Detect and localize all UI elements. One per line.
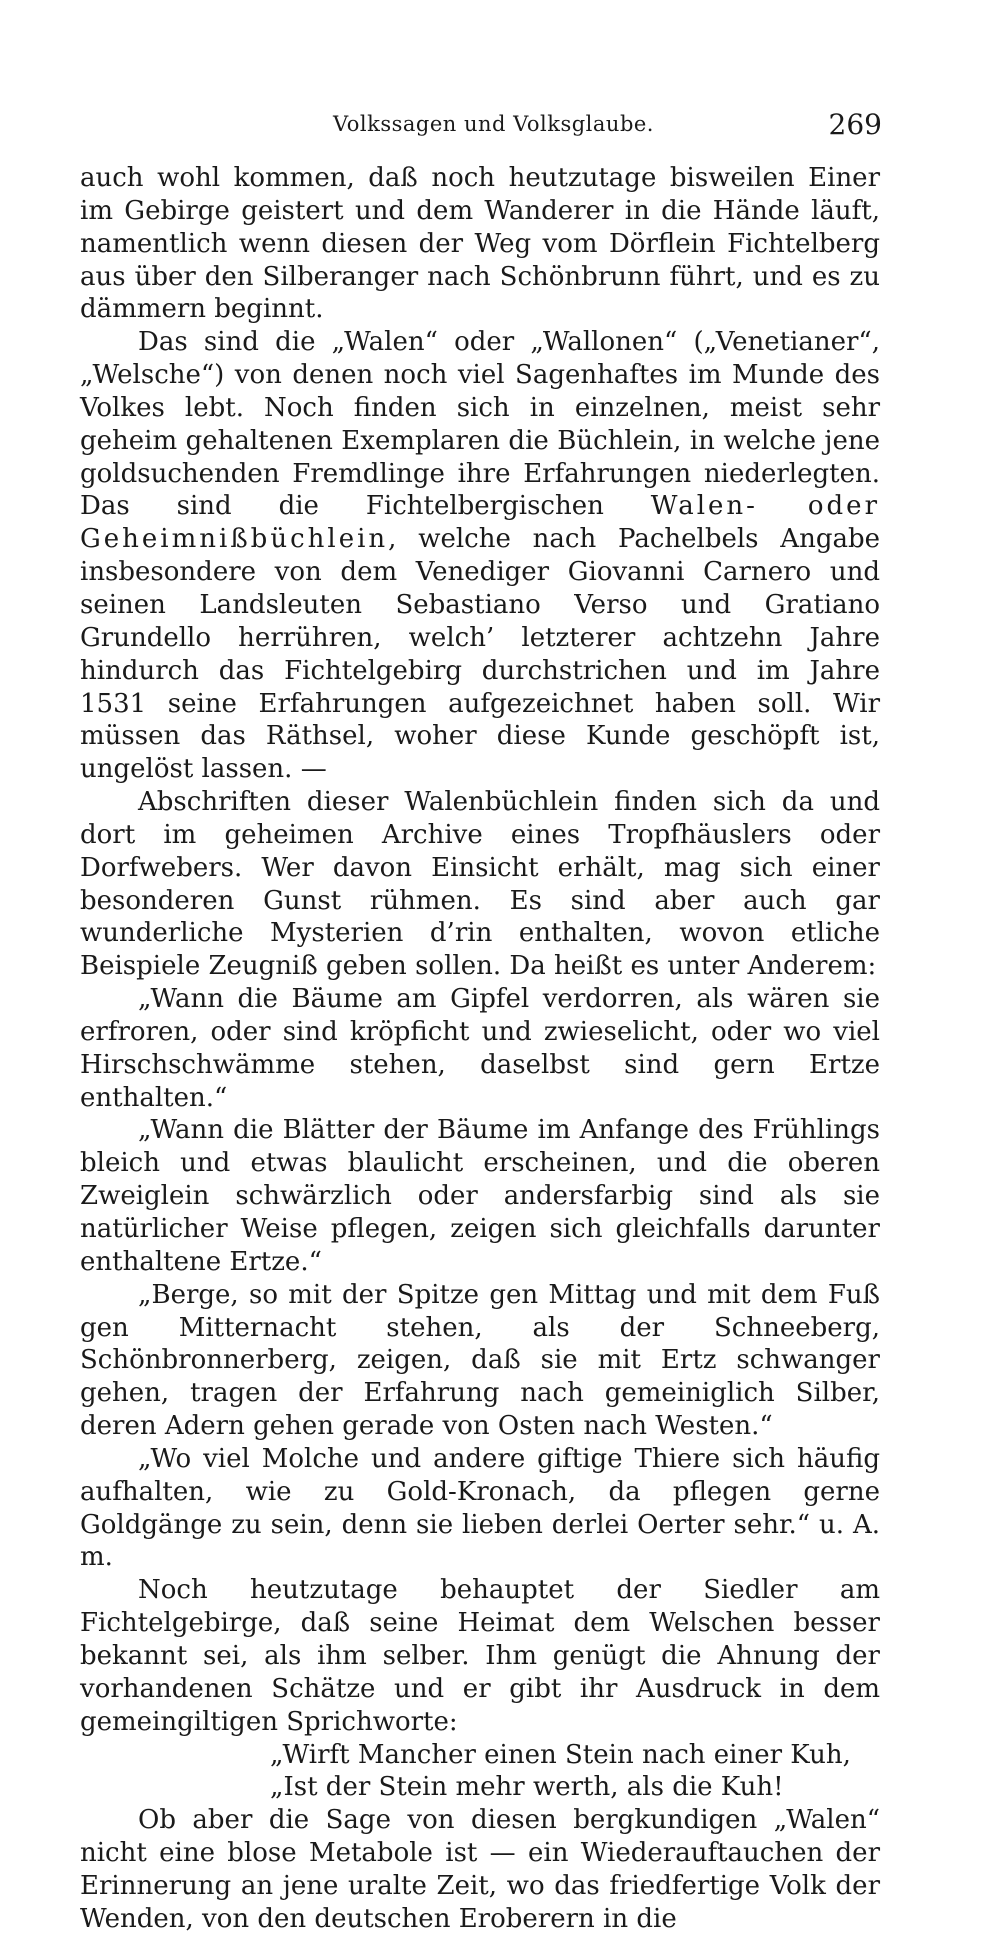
running-title: Volkssagen und Volksglaube. xyxy=(333,112,654,136)
quote-3: „Berge, so mit der Spitze gen Mittag und mit dem Fuß gen Mitternacht stehen, als der Schneeberg, Schönbronnerberg, zeigen, daß sie mit Ertz schwanger gehen, tragen der Erfahrung nach gemeiniglich Silber, deren Adern gehen gerade von Osten nach Westen.“ xyxy=(80,1279,880,1442)
paragraph-2 xyxy=(80,326,880,786)
quote-2: „Wann die Blätter der Bäume im Anfange des Frühlings bleich und etwas blaulicht erscheinen, und die oberen Zweiglein schwärzlich oder andersfarbig sind als sie natürlicher Weise pflegen, zeigen sich gleichfalls darunter enthaltene Ertze.“ xyxy=(80,1115,880,1277)
quote-1: „Wann die Bäume am Gipfel verdorren, als wären sie erfroren, oder sind kröpficht und zwieselicht, oder wo viel Hirschschwämme stehen, daselbst sind gern Ertze enthalten.“ xyxy=(80,984,880,1113)
paragraph-1: auch wohl kommen, daß noch heutzutage bisweilen Einer im Gebirge geistert und dem Wanderer in die Hände läuft, namentlich wenn diesen der Weg vom Dörflein Fichtelberg aus über den Silberanger nach Schönbrunn führt, und es zu dämmern beginnt. xyxy=(80,163,880,325)
paragraph-2-part-b: , welche nach Pachelbels Angabe insbesondere von dem Venediger Giovanni Carnero und seinen Landsleuten Sebastiano Verso und Gratiano Grundello herrühren, welch’ letzterer achtzehn Jahre hindurch das Fichtelgebirg durchstrichen und im Jahre 1531 seine Erfahrungen aufgezeichnet haben soll. Wir müssen das Räthsel, woher diese Kunde geschöpft ist, ungelöst lassen. — xyxy=(80,524,880,785)
page-number: 269 xyxy=(828,108,882,141)
paragraph-3: Abschriften dieser Walenbüchlein finden sich da und dort im geheimen Archive eines Tropfhäuslers oder Dorfwebers. Wer davon Einsicht erhält, mag sich einer besonderen Gunst rühmen. Es sind aber auch gar wunderliche Mysterien d’rin enthalten, wovon etliche Beispiele Zeugniß geben sollen. Da heißt es unter Anderem: xyxy=(80,787,880,982)
paragraph-4: Noch heutzutage behauptet der Siedler am Fichtelgebirge, daß seine Heimat dem Welschen besser bekannt sei, als ihm selber. Ihm genügt die Ahnung der vorhandenen Schätze und er gibt ihr Ausdruck in dem gemeingiltigen Sprichworte: xyxy=(80,1575,880,1737)
verse-line-1: „Wirft Mancher einen Stein nach einer Kuh, xyxy=(270,1739,851,1770)
verse-line-2: „Ist der Stein mehr werth, als die Kuh! xyxy=(270,1772,784,1803)
body-text xyxy=(80,162,880,1936)
paragraph-2-part-a: Das sind die „Walen“ oder „Wallonen“ („Venetianer“, „Welsche“) von denen noch viel Sagenhaftes im Munde des Volkes lebt. Noch finden sich in einzelnen, meist sehr geheim gehaltenen Exemplaren die Büchlein, in welche jene goldsuchenden Fremdlinge ihre Erfahrungen niederlegten. Das sind die Fichtelbergischen xyxy=(80,327,880,522)
quote-4: „Wo viel Molche und andere giftige Thiere sich häufig aufhalten, wie zu Gold-Kronach, da pflegen gerne Goldgänge zu sein, denn sie lieben derlei Oerter sehr.“ u. A. m. xyxy=(80,1443,880,1573)
spaced-term: Walen- oder Geheimnißbüchlein xyxy=(80,491,880,555)
paragraph-5: Ob aber die Sage von diesen bergkundigen „Walen“ nicht eine blose Metabole ist — ein Wiederauftauchen der Erinnerung an jene uralte Zeit, wo das friedfertige Volk der Wenden, von den deutschen Eroberern in die xyxy=(80,1805,880,1934)
